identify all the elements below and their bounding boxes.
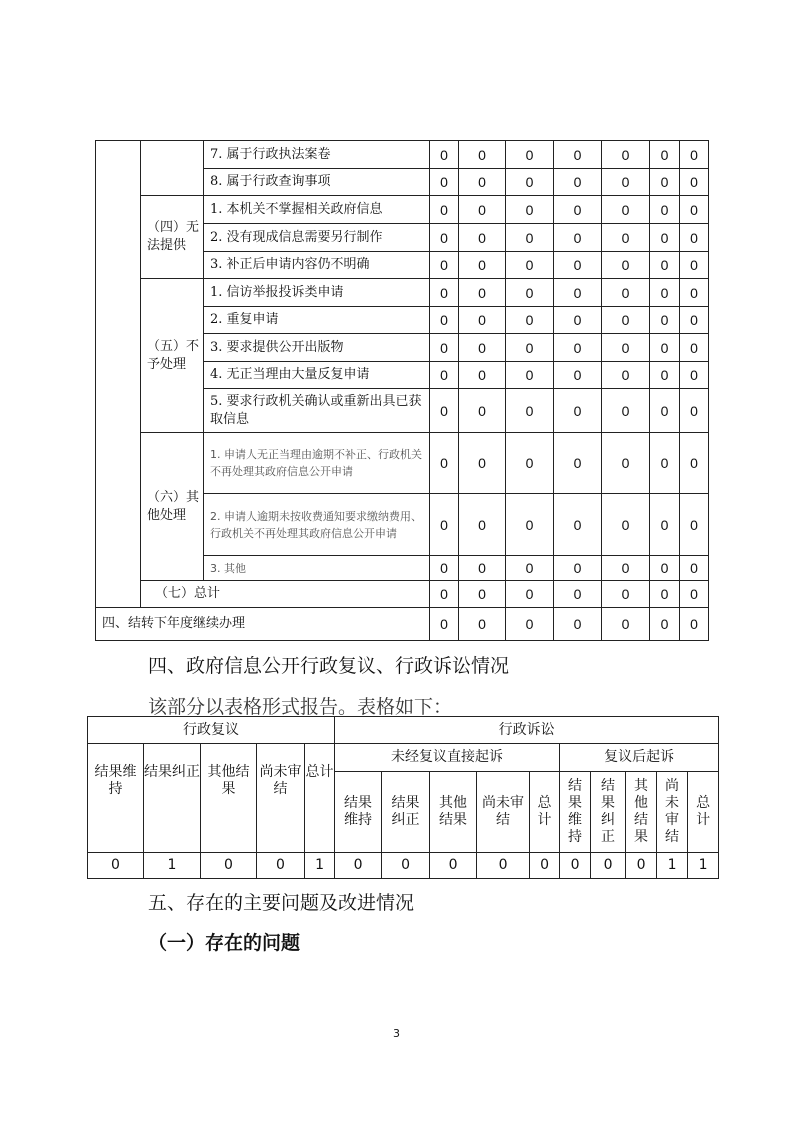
value-cell: 0 [459,389,506,433]
review-col-header: 结果纠正 [144,744,201,853]
value-cell: 0 [650,362,680,389]
value-cell: 0 [554,556,602,581]
value-cell: 0 [554,581,602,608]
value-cell: 0 [201,853,257,879]
value-cell: 0 [680,494,709,556]
value-cell: 0 [430,433,459,494]
value-cell: 0 [602,252,650,279]
group-label: （四）无法提供 [141,196,204,279]
row-label: 7. 属于行政执法案卷 [204,141,430,169]
value-cell: 1 [688,853,719,879]
review-litigation-table [87,716,719,879]
value-cell: 0 [554,389,602,433]
value-cell: 0 [554,494,602,556]
value-cell: 0 [554,224,602,252]
value-cell: 0 [650,581,680,608]
value-cell: 0 [602,141,650,169]
row-label: 3. 其他 [204,556,430,581]
value-cell: 0 [602,279,650,307]
value-cell: 0 [554,141,602,169]
table-row [96,581,709,608]
value-cell: 0 [506,169,554,196]
row-label: （七）总计 [141,581,430,608]
litigation-col-header: 结果维持 [560,772,591,853]
litigation-col-header: 结果维持 [335,772,382,853]
row-label: 2. 申请人逾期未按收费通知要求缴纳费用、行政机关不再处理其政府信息公开申请 [204,494,430,556]
value-cell: 0 [430,307,459,334]
value-cell: 0 [650,334,680,362]
value-cell: 0 [430,141,459,169]
value-cell: 0 [680,169,709,196]
value-cell: 0 [430,362,459,389]
row-label: 5. 要求行政机关确认或重新出具已获取信息 [204,389,430,433]
value-cell: 0 [506,556,554,581]
value-cell: 0 [680,307,709,334]
value-cell: 0 [506,608,554,641]
outer-group-cell [96,141,141,608]
row-label: 2. 重复申请 [204,307,430,334]
value-cell: 0 [602,389,650,433]
value-cell: 0 [650,279,680,307]
section-4-intro: 该部分以表格形式报告。表格如下： [148,696,453,718]
value-cell: 0 [459,169,506,196]
value-cell: 0 [530,853,560,879]
review-col-header: 其他结果 [201,744,257,853]
value-cell: 0 [554,252,602,279]
value-cell: 0 [680,334,709,362]
value-cell: 0 [650,141,680,169]
litigation-col-header: 其他结果 [626,772,657,853]
value-cell: 0 [459,581,506,608]
value-cell: 0 [430,853,477,879]
row-label: 1. 申请人无正当理由逾期不补正、行政机关不再处理其政府信息公开申请 [204,433,430,494]
value-cell: 0 [602,196,650,224]
value-cell: 0 [88,853,144,879]
review-col-header: 总计 [305,744,335,853]
value-cell: 0 [459,307,506,334]
litigation-col-header: 结果纠正 [591,772,626,853]
value-cell: 0 [506,494,554,556]
litigation-col-header: 总计 [530,772,560,853]
group-cell [141,141,204,196]
row-label: 2. 没有现成信息需要另行制作 [204,224,430,252]
section-5-title: 五、存在的主要问题及改进情况 [148,892,415,914]
value-cell: 0 [602,494,650,556]
value-cell: 0 [602,433,650,494]
application-handling-table [95,140,709,641]
value-cell: 0 [602,224,650,252]
value-cell: 0 [554,334,602,362]
litigation-col-header: 结果纠正 [382,772,430,853]
value-cell: 1 [305,853,335,879]
value-cell: 0 [554,433,602,494]
value-cell: 0 [650,389,680,433]
value-cell: 0 [602,334,650,362]
row-label: 4. 无正当理由大量反复申请 [204,362,430,389]
value-cell: 0 [506,196,554,224]
value-cell: 1 [657,853,688,879]
value-cell: 0 [554,362,602,389]
row-label: 1. 信访举报投诉类申请 [204,279,430,307]
value-cell: 0 [459,556,506,581]
value-cell: 0 [650,169,680,196]
value-cell: 0 [382,853,430,879]
value-cell: 0 [506,581,554,608]
value-cell: 0 [650,196,680,224]
value-cell: 0 [459,433,506,494]
value-cell: 0 [680,556,709,581]
table-row [96,608,709,641]
value-cell: 0 [506,307,554,334]
value-cell: 0 [430,169,459,196]
value-cell: 0 [430,279,459,307]
value-cell: 0 [430,608,459,641]
value-cell: 0 [430,334,459,362]
value-cell: 0 [680,252,709,279]
table-row [96,279,709,307]
value-cell: 0 [602,307,650,334]
value-cell: 0 [602,581,650,608]
litigation-col-header: 其他结果 [430,772,477,853]
header-after: 复议后起诉 [560,744,719,772]
value-cell: 0 [554,196,602,224]
value-cell: 1 [144,853,201,879]
page-number: 3 [393,1027,400,1040]
value-cell: 0 [680,433,709,494]
value-cell: 0 [554,279,602,307]
row-label: 8. 属于行政查询事项 [204,169,430,196]
value-cell: 0 [430,252,459,279]
value-cell: 0 [430,389,459,433]
value-cell: 0 [257,853,305,879]
value-cell: 0 [650,608,680,641]
value-cell: 0 [459,196,506,224]
value-cell: 0 [680,362,709,389]
value-cell: 0 [430,581,459,608]
value-cell: 0 [680,581,709,608]
value-cell: 0 [506,362,554,389]
litigation-col-header: 尚未审结 [657,772,688,853]
value-cell: 0 [650,224,680,252]
value-cell: 0 [459,224,506,252]
row-label: 1. 本机关不掌握相关政府信息 [204,196,430,224]
value-cell: 0 [591,853,626,879]
value-cell: 0 [602,362,650,389]
value-cell: 0 [650,433,680,494]
section-4-title: 四、政府信息公开行政复议、行政诉讼情况 [148,655,510,677]
value-cell: 0 [650,494,680,556]
value-cell: 0 [554,608,602,641]
value-cell: 0 [602,169,650,196]
section-5-subtitle: （一）存在的问题 [148,932,301,954]
value-cell: 0 [506,252,554,279]
review-col-header: 尚未审结 [257,744,305,853]
value-cell: 0 [506,141,554,169]
value-cell: 0 [459,334,506,362]
value-cell: 0 [459,494,506,556]
table-row [96,433,709,494]
value-cell: 0 [650,252,680,279]
value-cell: 0 [680,608,709,641]
value-cell: 0 [430,196,459,224]
value-cell: 0 [680,279,709,307]
header-litigation: 行政诉讼 [335,717,719,744]
table-row [96,196,709,224]
value-cell: 0 [459,279,506,307]
value-cell: 0 [477,853,530,879]
value-cell: 0 [680,196,709,224]
value-cell: 0 [680,224,709,252]
value-cell: 0 [650,307,680,334]
value-cell: 0 [430,494,459,556]
value-cell: 0 [459,141,506,169]
header-review: 行政复议 [88,717,335,744]
group-label: （五）不予处理 [141,279,204,433]
value-cell: 0 [459,362,506,389]
row-label: 3. 补正后申请内容仍不明确 [204,252,430,279]
value-cell: 0 [430,556,459,581]
table-row [96,141,709,169]
value-cell: 0 [459,252,506,279]
value-cell: 0 [506,224,554,252]
value-cell: 0 [506,389,554,433]
group-label: （六）其他处理 [141,433,204,581]
value-cell: 0 [430,224,459,252]
value-cell: 0 [506,334,554,362]
value-cell: 0 [554,307,602,334]
header-direct: 未经复议直接起诉 [335,744,560,772]
value-cell: 0 [335,853,382,879]
value-cell: 0 [560,853,591,879]
value-cell: 0 [680,389,709,433]
value-cell: 0 [602,556,650,581]
litigation-col-header: 总计 [688,772,719,853]
value-cell: 0 [650,556,680,581]
value-cell: 0 [506,279,554,307]
value-cell: 0 [626,853,657,879]
value-cell: 0 [602,608,650,641]
litigation-col-header: 尚未审结 [477,772,530,853]
value-cell: 0 [506,433,554,494]
value-cell: 0 [680,141,709,169]
value-cell: 0 [459,608,506,641]
row-label: 四、结转下年度继续办理 [96,608,430,641]
row-label: 3. 要求提供公开出版物 [204,334,430,362]
review-col-header: 结果维持 [88,744,144,853]
value-cell: 0 [554,169,602,196]
